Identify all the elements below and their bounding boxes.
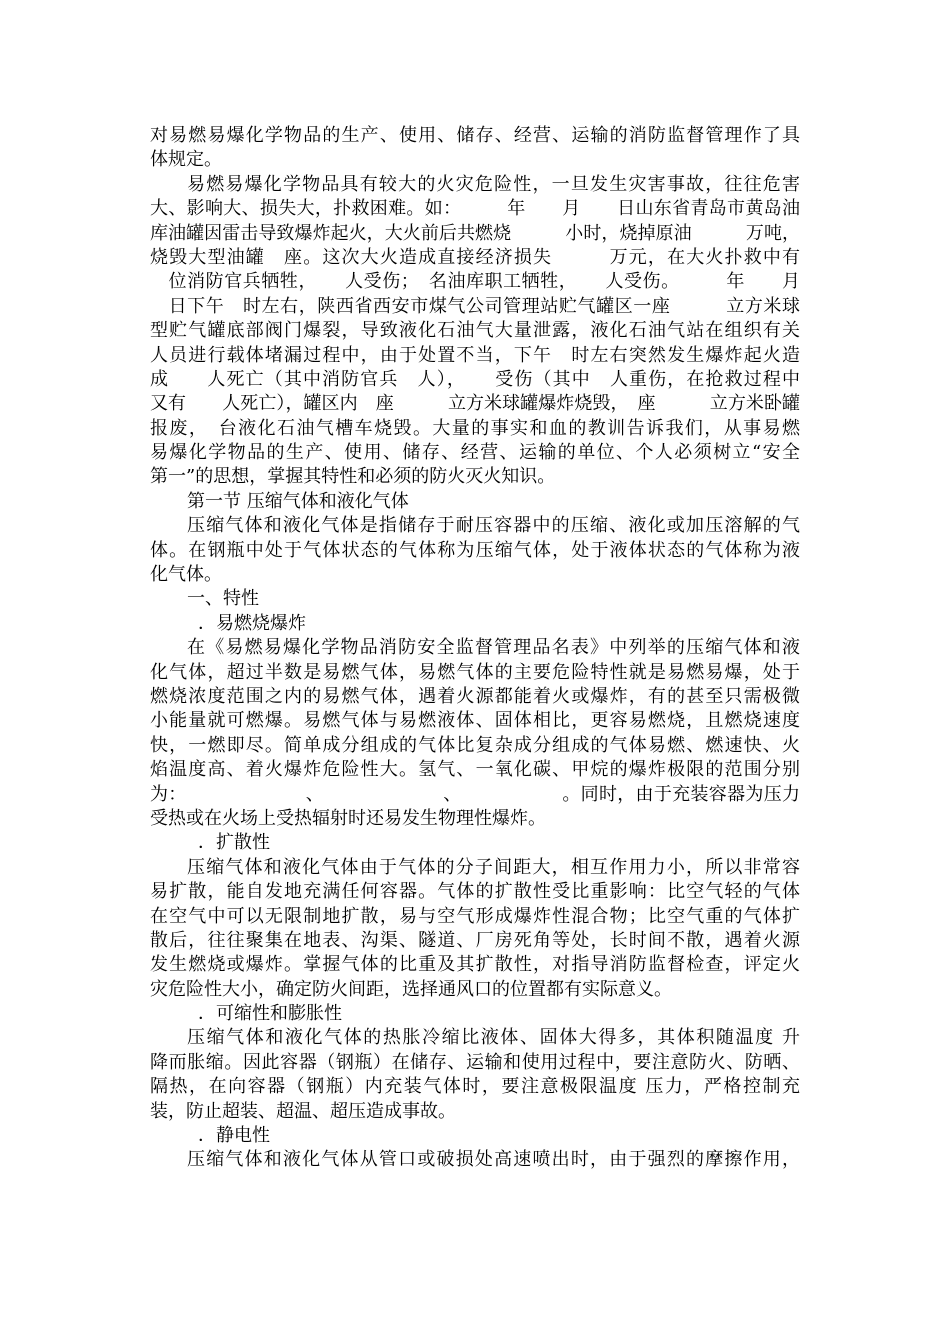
text-line: 易扩散，能自发地充满任何容器。气体的扩散性受比重影响：比空气轻的气体 [150,881,800,903]
text-line: 发生燃烧或爆炸。掌握气体的比重及其扩散性，对指导消防监督检查，评定火 [150,954,800,976]
text-line: ．易燃烧爆炸 [198,612,306,634]
text-line: 快，一燃即尽。简单成分组成的气体比复杂成分组成的气体易燃、燃速快、火 [150,734,800,756]
text-line: 型贮气罐底部阀门爆裂，导致液化石油气大量泄露，液化石油气站在组织有关 [150,320,800,342]
text-line: 易爆化学物品的生产、使用、储存、经营、运输的单位、个人必须树立“安全 [150,442,800,464]
text-line: 压缩气体和液化气体由于气体的分子间距大，相互作用力小，所以非常容 [187,856,800,878]
text-line: 对易燃易爆化学物品的生产、使用、储存、经营、运输的消防监督管理作了具 [150,125,800,146]
text-line: 位消防官兵牺牲， 人受伤； 名油库职工牺牲， 人受伤。 年 月 [150,271,800,293]
text-line: 一、特性 [187,588,259,610]
text-line: 第一节 压缩气体和液化气体 [187,490,409,512]
document-page [150,124,800,1173]
text-line: 隔热，在向容器（钢瓶）内充装气体时，要注意极限温度 压力，严格控制充 [150,1076,800,1098]
text-line: 烧毁大型油罐 座。这次大火造成直接经济损失 万元，在大火扑救中有 [150,246,800,268]
text-line: 压缩气体和液化气体的热胀冷缩比液体、固体大得多，其体积随温度 升 [187,1027,800,1049]
text-line: 在《易燃易爆化学物品消防安全监督管理品名表》中列举的压缩气体和液 [187,637,800,659]
text-line: 在空气中可以无限制地扩散，易与空气形成爆炸性混合物；比空气重的气体扩 [150,905,800,927]
text-line: 灾危险性大小，确定防火间距，选择通风口的位置都有实际意义。 [150,978,672,1000]
text-line: 燃烧浓度范围之内的易燃气体，遇着火源都能着火或爆炸，有的甚至只需极微 [150,685,800,707]
text-line: ．静电性 [198,1125,270,1147]
text-line: 受热或在火场上受热辐射时还易发生物理性爆炸。 [150,807,546,829]
text-line: 为： 、 、 。同时，由于充装容器为压力 [150,783,800,805]
text-line: 易燃易爆化学物品具有较大的火灾危险性，一旦发生灾害事故，往往危害 [187,173,800,195]
text-line: 体规定。 [150,149,222,171]
text-line: 又有 人死亡），罐区内 座 立方米球罐爆炸烧毁， 座 立方米卧罐 [150,393,800,415]
text-line: 装，防止超装、超温、超压造成事故。 [150,1100,456,1122]
text-line: 库油罐因雷击导致爆炸起火，大火前后共燃烧 小时，烧掉原油 万吨， [150,222,800,244]
text-line: 日下午 时左右，陕西省西安市煤气公司管理站贮气罐区一座 立方米球 [150,295,800,317]
text-line: 散后，往往聚集在地表、沟渠、隧道、厂房死角等处，长时间不散，遇着火源 [150,929,800,951]
text-line: 第一”的思想，掌握其特性和必须的防火灭火知识。 [150,466,556,488]
text-line: 报废， 台液化石油气槽车烧毁。大量的事实和血的教训告诉我们，从事易燃 [150,417,800,439]
text-line: 成 人死亡（其中消防官兵 人）， 受伤（其中 人重伤，在抢救过程中 [150,368,800,390]
text-line: 压缩气体和液化气体从管口或破损处高速喷出时，由于强烈的摩擦作用， [187,1149,800,1171]
text-line: 大、影响大、损失大，扑救困难。如： 年 月 日山东省青岛市黄岛油 [150,198,800,220]
text-line: 压缩气体和液化气体是指储存于耐压容器中的压缩、液化或加压溶解的气 [187,515,800,537]
text-line: 化气体。 [150,564,222,586]
text-line: 化气体，超过半数是易燃气体，易燃气体的主要危险特性就是易燃易爆，处于 [150,661,800,683]
text-line: 小能量就可燃爆。易燃气体与易燃液体、固体相比，更容易燃烧，且燃烧速度 [150,710,800,732]
text-line: 人员进行载体堵漏过程中，由于处置不当，下午 时左右突然发生爆炸起火造 [150,344,800,366]
text-line: ．扩散性 [198,832,270,854]
text-line: ．可缩性和膨胀性 [198,1003,342,1025]
text-line: 降而胀缩。因此容器（钢瓶）在储存、运输和使用过程中，要注意防火、防晒、 [150,1051,800,1073]
text-line: 体。在钢瓶中处于气体状态的气体称为压缩气体，处于液体状态的气体称为液 [150,539,800,561]
text-line: 焰温度高、着火爆炸危险性大。氢气、一氧化碳、甲烷的爆炸极限的范围分别 [150,759,800,781]
